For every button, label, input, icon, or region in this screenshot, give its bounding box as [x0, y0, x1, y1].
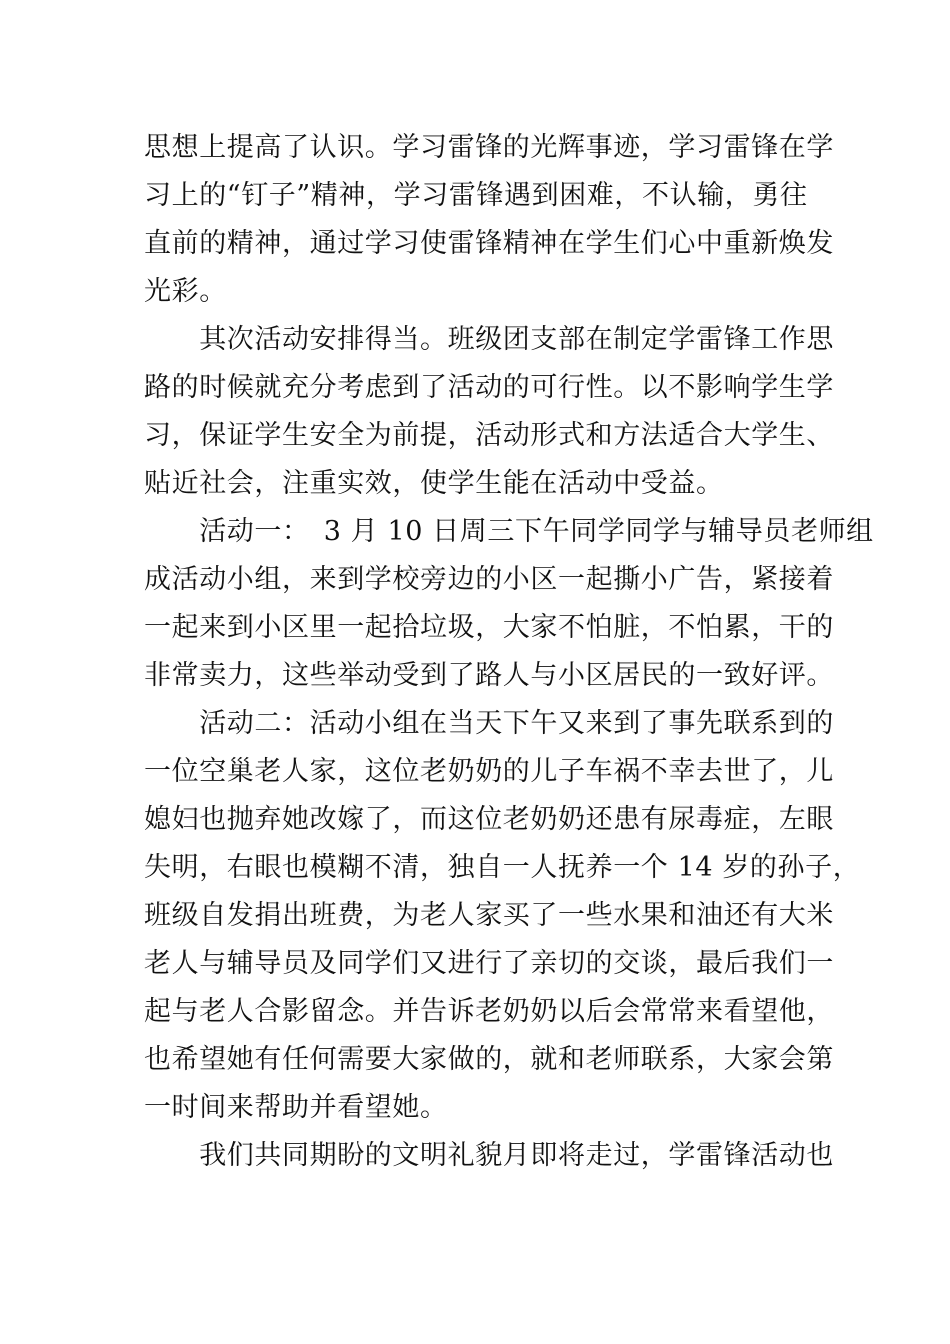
paragraph-2	[144, 316, 834, 508]
text-line: 其次活动安排得当。班级团支部在制定学雷锋工作思	[144, 324, 834, 355]
text-line: 路的时候就充分考虑到了活动的可行性。以不影响学生学	[144, 372, 834, 403]
text-line: 习上的“钉子”精神，学习雷锋遇到困难，不认输，勇往	[144, 180, 808, 211]
text-line: 直前的精神，通过学习使雷锋精神在学生们心中重新焕发	[144, 228, 834, 259]
text-line: 贴近社会，注重实效，使学生能在活动中受益。	[144, 468, 724, 499]
text-line: 也希望她有任何需要大家做的，就和老师联系，大家会第	[144, 1044, 834, 1075]
text-line: 一起来到小区里一起拾垃圾，大家不怕脏，不怕累，干的	[144, 612, 834, 643]
text-line: 老人与辅导员及同学们又进行了亲切的交谈，最后我们一	[144, 948, 834, 979]
text-line: 思想上提高了认识。学习雷锋的光辉事迹，学习雷锋在学	[144, 132, 834, 163]
text-line: 光彩。	[144, 276, 227, 307]
text-line: 媳妇也抛弃她改嫁了，而这位老奶奶还患有尿毒症，左眼	[144, 804, 834, 835]
text-line: 活动二：活动小组在当天下午又来到了事先联系到的	[144, 708, 834, 739]
text-line: 成活动小组，来到学校旁边的小区一起撕小广告，紧接着	[144, 564, 834, 595]
paragraph-3	[144, 508, 874, 700]
text-line: 起与老人合影留念。并告诉老奶奶以后会常常来看望他，	[144, 996, 834, 1027]
text-line: 班级自发捐出班费，为老人家买了一些水果和油还有大米	[144, 900, 834, 931]
text-line: 习，保证学生安全为前提，活动形式和方法适合大学生、	[144, 420, 834, 451]
text-line: 一位空巢老人家，这位老奶奶的儿子车祸不幸去世了，儿	[144, 756, 834, 787]
text-line: 非常卖力，这些举动受到了路人与小区居民的一致好评。	[144, 660, 834, 691]
text-line: 失明，右眼也模糊不清，独自一人抚养一个 14 岁的孙子，	[144, 852, 861, 883]
text-line: 活动一： 3 月 10 日周三下午同学同学与辅导员老师组	[144, 516, 874, 547]
paragraph-5	[144, 1132, 834, 1180]
paragraph-1	[144, 124, 834, 316]
text-line: 一时间来帮助并看望她。	[144, 1092, 448, 1123]
paragraph-4	[144, 700, 861, 1132]
document-page	[144, 124, 874, 1180]
text-line: 我们共同期盼的文明礼貌月即将走过，学雷锋活动也	[144, 1140, 834, 1171]
